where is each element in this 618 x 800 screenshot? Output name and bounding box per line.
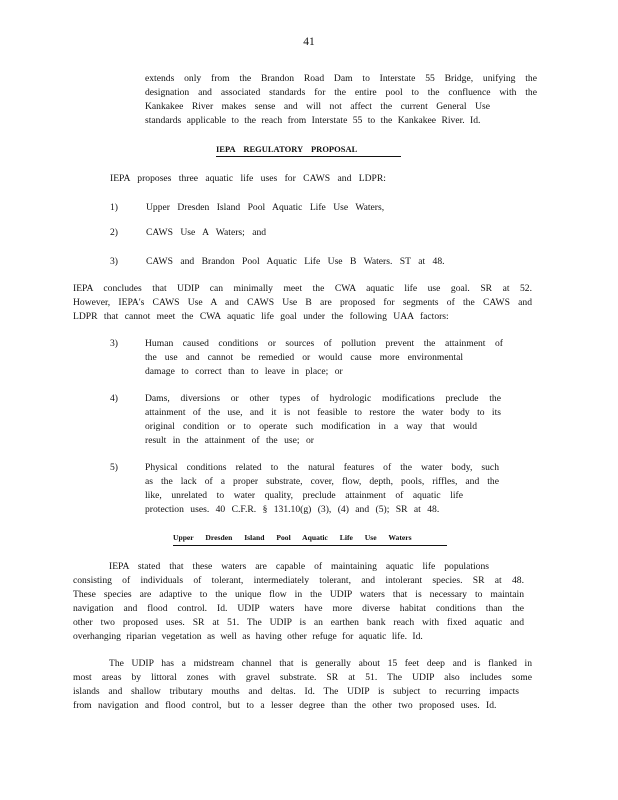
item-number: 3) bbox=[110, 256, 118, 267]
text-line: consisting of individuals of tolerant, intermediately tolerant, and intolerant species. SR at 48. bbox=[73, 575, 524, 586]
item-text: Upper Dresden Island Pool Aquatic Life Use Waters, bbox=[146, 202, 385, 213]
text-line: Human caused conditions or sources of pollution prevent the attainment of bbox=[145, 338, 503, 349]
text-line: most areas by littoral zones with gravel substrate. SR at 51. The UDIP also includes some bbox=[73, 672, 532, 683]
intro-paragraph bbox=[145, 72, 537, 128]
item-number: 2) bbox=[110, 227, 118, 238]
item-number: 1) bbox=[110, 202, 118, 213]
item-number: 3) bbox=[110, 338, 118, 349]
text-line: standards applicable to the reach from Interstate 55 to the Kankakee River. Id. bbox=[145, 115, 481, 126]
text-line: protection uses. 40 C.F.R. § 131.10(g) (3), (4) and (5); SR at 48. bbox=[145, 504, 440, 515]
text-line: as the lack of a proper substrate, cover, flow, depth, pools, riffles, and the bbox=[145, 476, 499, 487]
text-line: original condition or to operate such modification in a way that would bbox=[145, 421, 477, 432]
text-line: islands and shallow tributary mouths and deltas. Id. The UDIP is subject to recurring impacts bbox=[73, 686, 519, 697]
page-number: 41 bbox=[303, 36, 315, 48]
proposal-item bbox=[110, 226, 530, 240]
text-line: attainment of the use, and it is not feasible to restore the water body to its bbox=[145, 407, 501, 418]
text-line: from navigation and flood control, but to a lesser degree than the other two proposed uses. Id. bbox=[73, 700, 497, 711]
text-line: However, IEPA's CAWS Use A and CAWS Use B are proposed for segments of the CAWS and bbox=[73, 297, 532, 308]
text-line: like, unrelated to water quality, preclude attainment of aquatic life bbox=[145, 490, 463, 501]
udip-paragraph bbox=[73, 560, 524, 644]
text-line: Physical conditions related to the natural features of the water body, such bbox=[145, 462, 499, 473]
text-line: The UDIP has a midstream channel that is generally about 15 feet deep and is flanked in bbox=[109, 658, 532, 669]
proposal-item bbox=[110, 201, 530, 215]
text-line: IEPA concludes that UDIP can minimally meet the CWA aquatic life use goal. SR at 52. bbox=[73, 283, 532, 294]
section-heading-udip: Upper Dresden Island Pool Aquatic Life Use Waters bbox=[173, 532, 447, 546]
text-line: IEPA proposes three aquatic life uses for CAWS and LDPR: bbox=[110, 173, 386, 184]
text-line: the use and cannot be remedied or would cause more environmental bbox=[145, 352, 463, 363]
proposal-item bbox=[110, 255, 530, 269]
item-text: CAWS and Brandon Pool Aquatic Life Use B Waters. ST at 48. bbox=[146, 256, 445, 267]
text-line: extends only from the Brandon Road Dam to Interstate 55 Bridge, unifying the bbox=[145, 73, 537, 84]
text-line: designation and associated standards for the entire pool to the confluence with the bbox=[145, 87, 537, 98]
udip-paragraph bbox=[73, 657, 532, 713]
conclusion-paragraph bbox=[73, 282, 532, 324]
item-text: CAWS Use A Waters; and bbox=[146, 227, 267, 238]
text-line: navigation and flood control. Id. UDIP waters have more diverse habitat conditions than the bbox=[73, 603, 524, 614]
proposal-intro bbox=[110, 172, 530, 186]
text-line: Kankakee River makes sense and will not affect the current General Use bbox=[145, 101, 490, 112]
text-line: damage to correct than to leave in place; or bbox=[145, 366, 343, 377]
text-line: result in the attainment of the use; or bbox=[145, 435, 314, 446]
text-line: other two proposed uses. SR at 51. The UDIP is an earthen bank reach with fixed aquatic and bbox=[73, 617, 524, 628]
text-line: LDPR that cannot meet the CWA aquatic life goal under the following UAA factors: bbox=[73, 311, 449, 322]
section-heading-proposal: IEPA REGULATORY PROPOSAL bbox=[216, 143, 401, 157]
text-line: overhanging riparian vegetation as well as having other refuge for aquatic life. Id. bbox=[73, 631, 423, 642]
text-line: Dams, diversions or other types of hydrologic modifications preclude the bbox=[145, 393, 501, 404]
text-line: These species are adaptive to the unique flow in the UDIP waters that is necessary to maintain bbox=[73, 589, 524, 600]
item-number: 4) bbox=[110, 393, 118, 404]
text-line: IEPA stated that these waters are capable of maintaining aquatic life populations bbox=[109, 561, 489, 572]
item-number: 5) bbox=[110, 462, 118, 473]
